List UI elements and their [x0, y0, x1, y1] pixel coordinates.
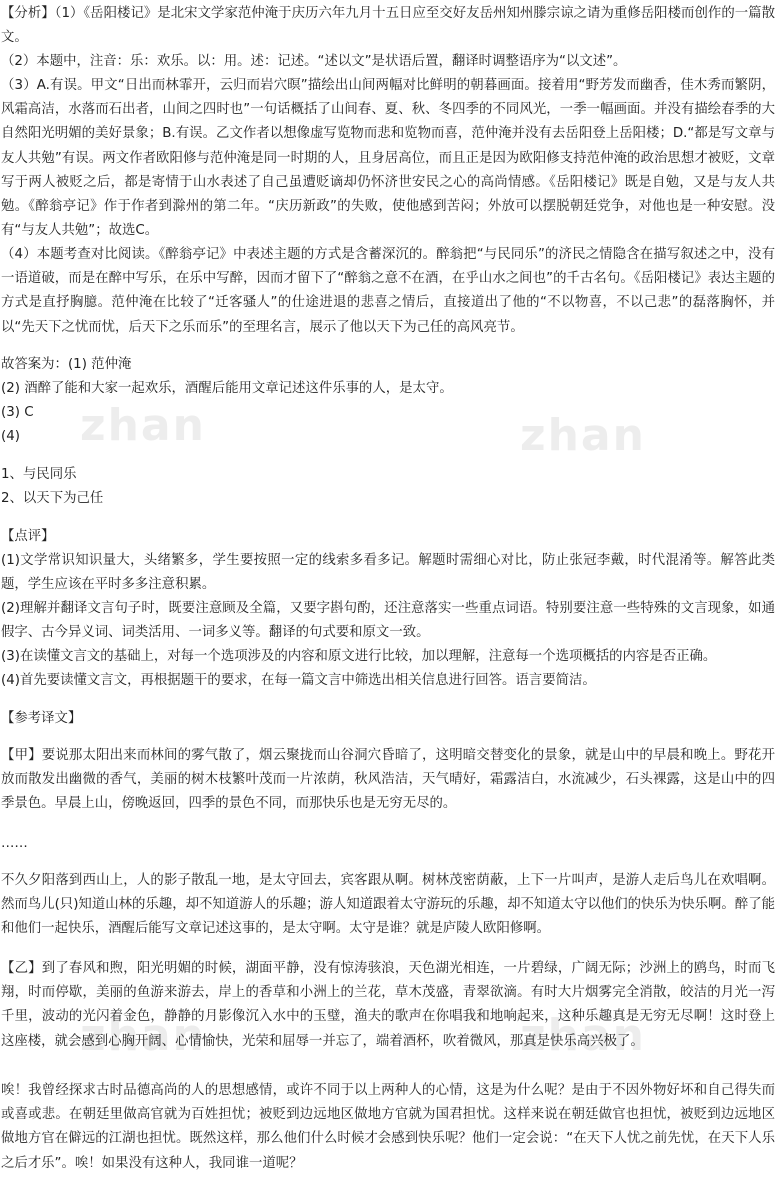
comment-heading: 【点评】 — [1, 529, 55, 544]
watermark: zhan — [80, 400, 206, 451]
comment-item-3: (3)在读懂文言文的基础上，对每一个选项涉及的内容和原文进行比较，加以理解，注意每一个选项概括的内容是否正确。 — [1, 649, 717, 664]
translation-paragraph-2: 不久夕阳落到西山上，人的影子散乱一地，是太守回去，宾客跟从啊。树林茂密荫蔽，上下一片叫声，是游人走后鸟儿在欢唱啊。然而鸟儿(只)知道山林的乐趣，却不知道游人的乐趣；游人知道跟着太守游玩的乐趣，却不知道太守以他们的快乐为快乐啊。醉了能和他们一起快乐，酒醒后能写文章记述这事的，是太守啊。太守是谁？就是庐陵人欧阳修啊。 — [1, 873, 775, 937]
answer-line-2: (2) 酒醉了能和大家一起欢乐，酒醒后能用文章记述这件乐事的人，是太守。 — [1, 381, 453, 396]
analysis-paragraph-2: （2）本题中，注音：乐：欢乐。以：用。述：记述。“述以文”是状语后置，翻译时调整语序为“以文述”。 — [1, 54, 627, 69]
translation-paragraph-yi: 【乙】到了春风和煦，阳光明媚的时候，湖面平静，没有惊涛骇浪，天色湖光相连，一片碧绿，广阔无际；沙洲上的鸥鸟，时而飞翔，时而停歇，美丽的鱼游来游去，岸上的香草和小洲上的兰花，草木茂盛，青翠欲滴。有时大片烟雾完全消散，皎洁的月光一泻千里，波动的光闪着金色，静静的月影像沉入水中的玉璧，渔夫的歌声在你唱我和地响起来，这种乐趣真是无穷无尽啊！这时登上这座楼，就会感到心胸开阔、心情愉快，光荣和屈辱一并忘了，端着酒杯，吹着微风，那真是快乐高兴极了。 — [1, 961, 775, 1049]
answer-line-1: 故答案为：(1) 范仲淹 — [1, 357, 132, 372]
answer-line-5: 1、与民同乐 — [1, 467, 77, 482]
analysis-paragraph-1: 【分析】（1）《岳阳楼记》是北宋文学家范仲淹于庆历六年九月十五日应至交好友岳州知州滕宗谅之请为重修岳阳楼而创作的一篇散文。 — [1, 6, 775, 46]
analysis-paragraph-3: （3）A.有误。甲文“日出而林霏开，云归而岩穴暝”描绘出山间两幅对比鲜明的朝暮画面。接着用“野芳发而幽香，佳木秀而繁阴，风霜高洁，水落而石出者，山间之四时也”一句话概括了山间春、夏、秋、冬四季的不同风光，一季一幅画面。并没有描绘春季的大自然阳光明媚的美好景象；B.有误。乙文作者以想像虚写览物而悲和览物而喜，范仲淹并没有去岳阳登上岳阳楼；D.“都是写文章与友人共勉”有误。两文作者欧阳修与范仲淹是同一时期的人，且身居高位，而且正是因为欧阳修支持范仲淹的政治思想才被贬，文章写于两人被贬之后，都是寄情于山水表述了自己虽遭贬谪却仍怀济世安民之心的高尚情感。《岳阳楼记》既是自勉，又是与友人共勉。《醉翁亭记》作于作者到滁州的第二年。“庆历新政”的失败，使他感到苦闷；外放可以摆脱朝廷党争，对他也是一种安慰。没有“与友人共勉”；故选C。 — [1, 78, 775, 239]
watermark: zhan — [80, 1010, 206, 1061]
answer-line-6: 2、以天下为己任 — [1, 491, 104, 506]
translation-paragraph-jia: 【甲】要说那太阳出来而林间的雾气散了，烟云聚拢而山谷洞穴昏暗了，这明暗交替变化的景象，就是山中的早晨和晚上。野花开放而散发出幽微的香气，美丽的树木枝繁叶茂而一片浓荫，秋风浩洁，天气晴好，霜露洁白，水流减少，石头裸露，这是山中的四季景色。早晨上山，傍晚返回，四季的景色不同，而那快乐也是无穷无尽的。 — [1, 748, 775, 812]
comment-item-2: (2)理解并翻译文言句子时，既要注意顾及全篇，又要字斟句酌，还注意落实一些重点词语。特别要注意一些特殊的文言现象，如通假字、古今异义词、词类活用、一词多义等。翻译的句式要和原文一致。 — [1, 601, 775, 641]
watermark: zhan — [520, 1010, 646, 1061]
comment-item-1: (1)文学常识知识量大，头绪繁多，学生要按照一定的线索多看多记。解题时需细心对比，防止张冠李戴，时代混淆等。解答此类题，学生应该在平时多多注意积累。 — [1, 553, 775, 593]
translation-ellipsis: …… — [1, 836, 28, 851]
comment-item-4: (4)首先要读懂文言文，再根据题干的要求，在每一篇文言中筛选出相关信息进行回答。语言要简洁。 — [1, 673, 596, 688]
analysis-paragraph-4: （4）本题考查对比阅读。《醉翁亭记》中表述主题的方式是含蓄深沉的。醉翁把“与民同乐”的济民之情隐含在描写叙述之中，没有一语道破，而是在醉中写乐，在乐中写醉，因而才留下了“醉翁之意不在酒，在乎山水之间也”的千古名句。《岳阳楼记》表达主题的方式是直抒胸臆。范仲淹在比较了“迁客骚人”的仕途进退的悲喜之情后，直接道出了他的“不以物喜，不以己悲”的磊落胸怀，并以“先天下之忧而忧，后天下之乐而乐”的至理名言，展示了他以天下为己任的高风亮节。 — [1, 247, 775, 335]
answer-line-3: (3) C — [1, 405, 34, 420]
answer-line-4: (4) — [1, 429, 20, 444]
watermark: zhan — [520, 410, 646, 461]
translation-heading: 【参考译文】 — [1, 711, 82, 726]
translation-paragraph-4: 唉！我曾经探求古时品德高尚的人的思想感情，或许不同于以上两种人的心情，这是为什么呢？是由于不因外物好坏和自己得失而或喜或悲。在朝廷里做高官就为百姓担忧；被贬到边远地区做地方官就为国君担忧。这样来说在朝廷做官也担忧，被贬到边远地区做地方官在僻远的江湖也担忧。既然这样，那么他们什么时候才会感到快乐呢？他们一定会说：“在天下人忧之前先忧，在天下人乐之后才乐”。唉！如果没有这种人，我同谁一道呢？ — [1, 1083, 775, 1171]
